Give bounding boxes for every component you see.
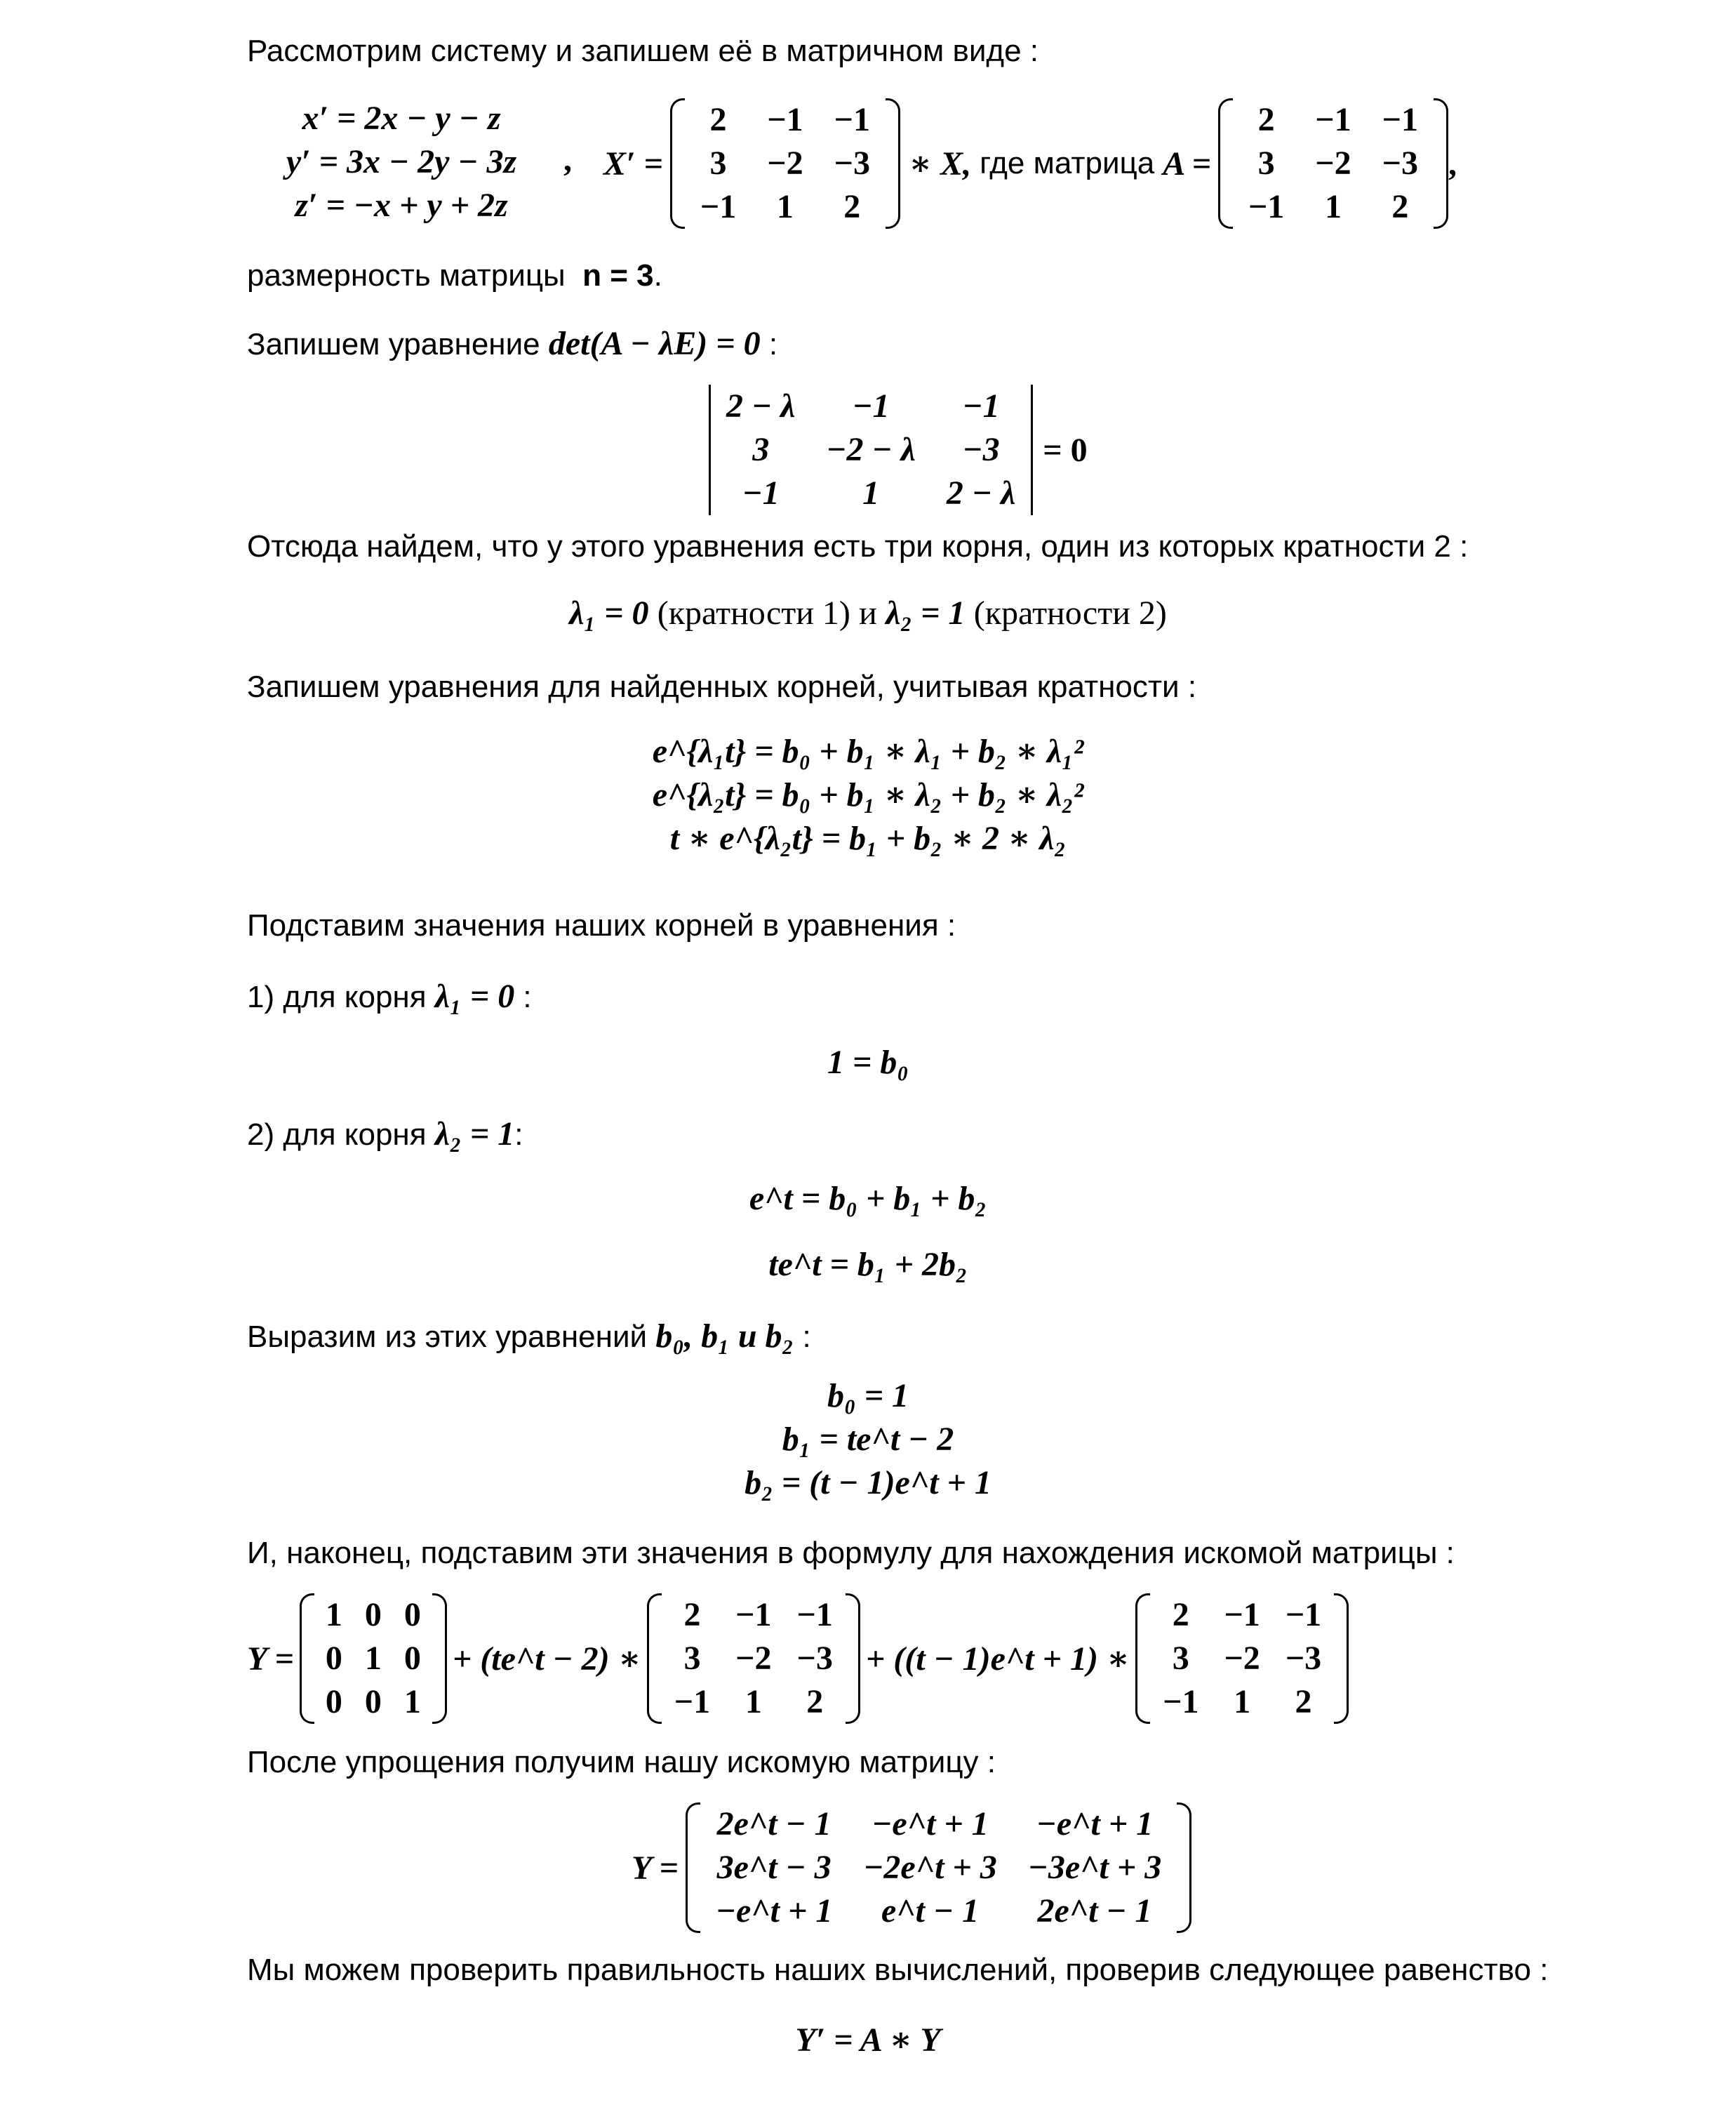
roots-intro: Отсюда найдем, что у этого уравнения есть три корня, один из которых кратности 2 : (247, 529, 1469, 564)
coefficient-1: + (te^t − 2) ∗ (452, 1640, 641, 1678)
system-equations (261, 97, 542, 227)
result-row (632, 1802, 1191, 1933)
y-result-lhs: Y = (632, 1849, 679, 1887)
check-intro: Мы можем проверить правильность наших вычислений, проверив следующее равенство : (247, 1953, 1549, 1987)
b2-equation: b₂ = (t − 1)e^t + 1 (745, 1464, 991, 1501)
b1-equation: b₁ = te^t − 2 (782, 1421, 954, 1458)
dimension-line: размерность матрицы n = 3. (247, 258, 662, 293)
general-eq-2: e^{λ₂t} = b₀ + b₁ ∗ λ₂ + b₂ ∗ λ₂² (652, 776, 1084, 813)
express-vars: b₀, b₁ и b₂ (655, 1317, 794, 1355)
xprime-lhs: X′ = (603, 145, 663, 182)
case-2-equation-2: te^t = b₁ + 2b₂ (768, 1246, 968, 1283)
b0-equation: b₀ = 1 (827, 1377, 909, 1414)
intro-text: Рассмотрим систему и запишем её в матричном виде : (247, 34, 1039, 68)
check-equation: Y′ = A ∗ Y (795, 2021, 941, 2059)
case-2-root: λ₂ = 1 (434, 1115, 515, 1153)
system-separator: , (563, 141, 572, 178)
case-1-equation: 1 = b₀ (827, 1044, 909, 1081)
det-intro-line: Запишем уравнение det(A − λE) = 0 : (247, 325, 778, 362)
case-2-line: 2) для корня λ₂ = 1: (247, 1115, 523, 1153)
system-eq-2: y′ = 3x − 2y − 3z (286, 143, 517, 180)
substitute-intro: Подставим значения наших корней в уравнения : (247, 908, 956, 943)
root-1: λ₁ = 0 (569, 595, 649, 632)
final-intro: И, наконец, подставим эти значения в формулу для нахождения искомой матрицы : (247, 1536, 1455, 1570)
determinant-row (709, 385, 1088, 515)
result-matrix: 2e^t − 1 −e^t + 1 −e^t + 1 3e^t − 3 −2e^t + 3 −3e^t + 3 −e^t + 1 e^t − 1 2e^t − 1 (686, 1802, 1191, 1933)
a-equals: A = (1163, 145, 1211, 182)
det-rhs: = 0 (1043, 431, 1088, 469)
trailing-comma: , (1448, 145, 1457, 182)
matrix-a-second: 2 −1 −1 3 −2 −3 −1 1 2 (1218, 98, 1448, 229)
matrix-a-third: 2 −1 −1 3 −2 −3 −1 1 2 (647, 1593, 860, 1724)
general-equations (0, 730, 1736, 861)
case-1-line: 1) для корня λ₁ = 0 : (247, 978, 532, 1015)
case-2-equation-1: e^t = b₀ + b₁ + b₂ (749, 1180, 987, 1217)
express-line: Выразим из этих уравнений b₀, b₁ и b₂ : (247, 1317, 811, 1355)
general-eq-1: e^{λ₁t} = b₀ + b₁ ∗ λ₁ + b₂ ∗ λ₁² (652, 733, 1084, 770)
simplify-intro: После упрощения получим нашу искомую матрицу : (247, 1745, 996, 1779)
where-text: где матрица (980, 146, 1155, 180)
general-eq-3: t ∗ e^{λ₂t} = b₁ + b₂ ∗ 2 ∗ λ₂ (669, 820, 1067, 857)
system-eq-3: z′ = −x + y + 2z (295, 187, 508, 224)
system-eq-1: x′ = 2x − y − z (302, 100, 501, 137)
roots-line: λ₁ = 0 (кратности 1) и λ₂ = 1 (кратности 2) (569, 595, 1167, 632)
det-equation: det(A − λE) = 0 (548, 325, 761, 362)
y-formula-row (247, 1593, 1349, 1724)
dimension-value: n = 3 (582, 258, 654, 293)
matrix-form-row (603, 98, 1457, 229)
times-x: ∗ X, (908, 145, 972, 182)
identity-matrix: 1 0 0 0 1 0 0 0 1 (300, 1593, 447, 1724)
case-1-root: λ₁ = 0 (434, 978, 515, 1015)
matrix-a-first: 2 −1 −1 3 −2 −3 −1 1 2 (670, 98, 900, 229)
coefficient-2: + ((t − 1)e^t + 1) ∗ (865, 1640, 1130, 1678)
determinant-matrix: 2 − λ −1 −1 3 −2 − λ −3 −1 1 2 − λ (709, 385, 1033, 515)
b-equations (0, 1374, 1736, 1505)
matrix-a-fourth: 2 −1 −1 3 −2 −3 −1 1 2 (1135, 1593, 1349, 1724)
y-lhs: Y = (247, 1640, 294, 1678)
equations-intro: Запишем уравнения для найденных корней, учитывая кратности : (247, 670, 1197, 704)
root-2: λ₂ = 1 (886, 595, 966, 632)
